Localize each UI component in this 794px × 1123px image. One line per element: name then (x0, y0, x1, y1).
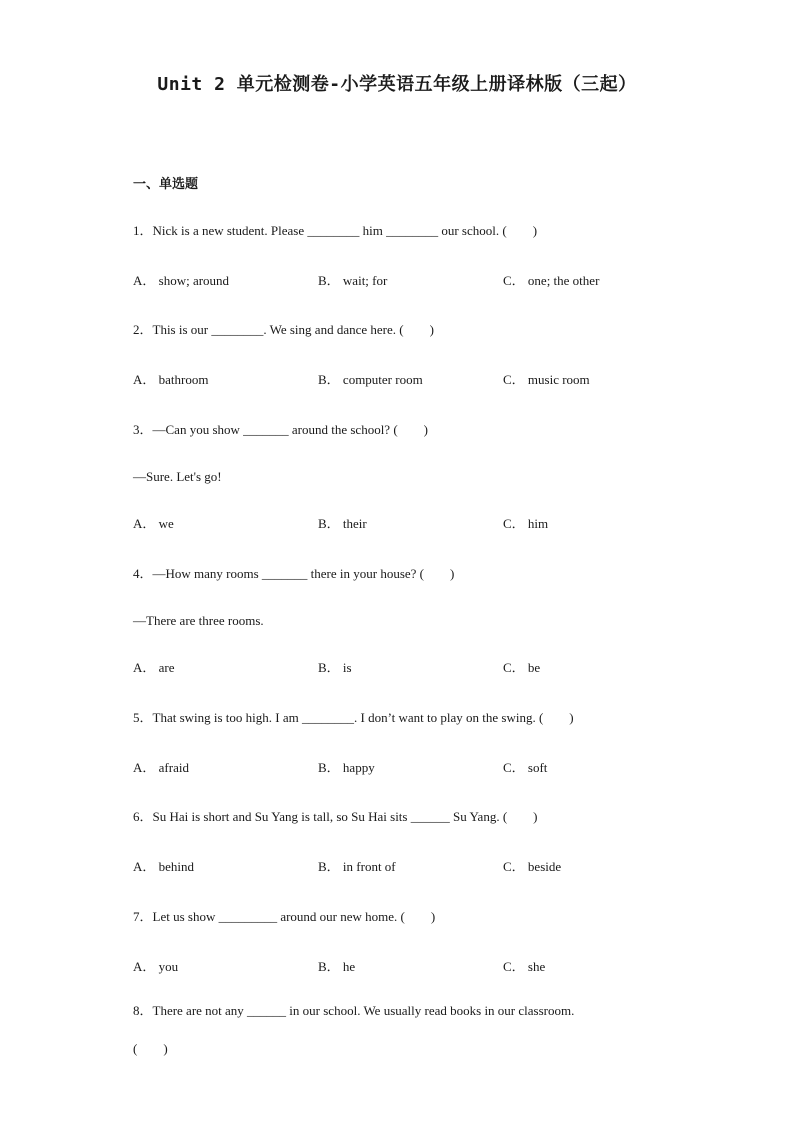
question-3-option-a[interactable]: A． we (133, 516, 174, 531)
question-5-option-b[interactable]: B． happy (318, 760, 375, 775)
section-heading: 一、单选题 (133, 177, 199, 192)
question-3-option-b[interactable]: B． their (318, 516, 367, 531)
question-5-stem: 5．That swing is too high. I am ________. I don’t want to play on the swing. ( ) (133, 710, 574, 725)
question-2-stem: 2．This is our ________. We sing and dance here. ( ) (133, 322, 434, 337)
question-7-option-b[interactable]: B． he (318, 959, 356, 974)
question-5-option-c[interactable]: C． soft (503, 760, 548, 775)
question-2-option-b[interactable]: B． computer room (318, 372, 423, 387)
question-6-option-c[interactable]: C． beside (503, 859, 562, 874)
question-4-option-a[interactable]: A． are (133, 660, 175, 675)
question-1-option-a[interactable]: A． show; around (133, 273, 230, 288)
question-7-stem: 7．Let us show _________ around our new home. ( ) (133, 909, 436, 924)
question-7-option-a[interactable]: A． you (133, 959, 179, 974)
question-3-option-c[interactable]: C． him (503, 516, 549, 531)
question-7-option-c[interactable]: C． she (503, 959, 546, 974)
question-1-option-c[interactable]: C． one; the other (503, 273, 600, 288)
question-6-stem: 6．Su Hai is short and Su Yang is tall, so Su Hai sits ______ Su Yang. ( ) (133, 809, 538, 824)
question-6-option-a[interactable]: A． behind (133, 859, 195, 874)
question-4-option-c[interactable]: C． be (503, 660, 541, 675)
question-5-option-a[interactable]: A． afraid (133, 760, 189, 775)
question-6-option-b[interactable]: B． in front of (318, 859, 396, 874)
question-3-response: —Sure. Let's go! (133, 469, 222, 484)
question-4-response: —There are three rooms. (133, 613, 264, 628)
question-1-option-b[interactable]: B． wait; for (318, 273, 388, 288)
question-2-option-a[interactable]: A． bathroom (133, 372, 209, 387)
question-4-stem: 4．—How many rooms _______ there in your house? ( ) (133, 566, 455, 581)
question-8-stem: 8．There are not any ______ in our school. We usually read books in our classroom. (133, 1003, 575, 1018)
question-2-option-c[interactable]: C． music room (503, 372, 590, 387)
question-4-option-b[interactable]: B． is (318, 660, 352, 675)
question-8-answer-bracket: ( ) (133, 1041, 168, 1056)
question-3-stem: 3．—Can you show _______ around the school? ( ) (133, 422, 428, 437)
question-1-stem: 1．Nick is a new student. Please ________ him ________ our school. ( ) (133, 223, 538, 238)
page-title: Unit 2 单元检测卷-小学英语五年级上册译林版（三起） (157, 74, 637, 95)
